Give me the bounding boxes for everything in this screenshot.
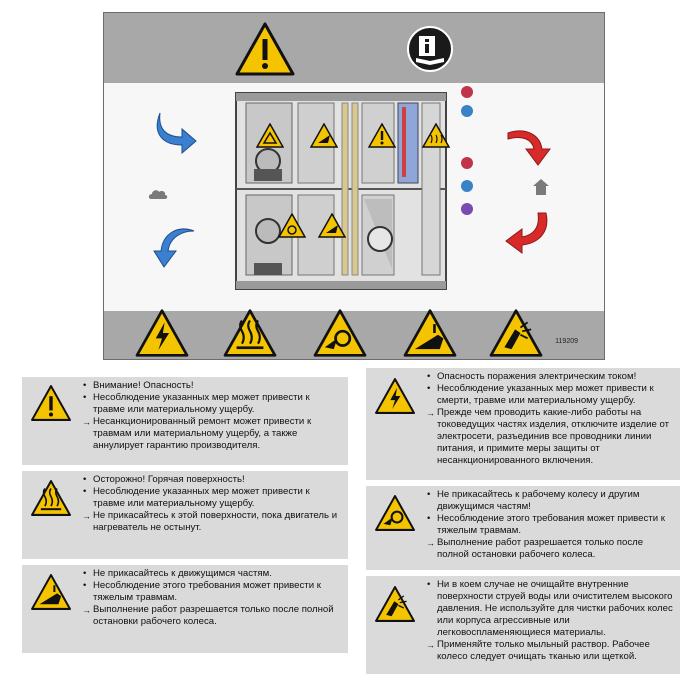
- air-exhaust-arrow-icon: [152, 225, 200, 273]
- card-line: • Несоблюдение указанных мер может привести к травме или материальному ущербу.: [82, 486, 344, 510]
- hand-crush-icon: [402, 308, 458, 358]
- read-manual-icon: [406, 25, 454, 73]
- card-line: • Не прикасайтесь к движущимся частям.: [82, 568, 344, 580]
- card-text-list: [426, 579, 676, 663]
- warning-diagram: [103, 12, 605, 360]
- outdoor-cloud-icon: [148, 188, 168, 200]
- card-text-list: [82, 380, 344, 452]
- no-high-pressure-cleaning-icon: [488, 308, 544, 358]
- card-line: → Выполнение работ разрешается только после полной остановки рабочего колеса.: [426, 537, 676, 561]
- card-line: → Прежде чем проводить какие-либо работы на токоведущих частях изделия, отключите изделие от электросети, разъединив все проводники линии питания, и примите меры защиты от несанкционированного включения.: [426, 407, 676, 467]
- extract-air-arrow-icon: [504, 209, 552, 257]
- connection-markers-bottom: [460, 156, 474, 216]
- card-line: • Осторожно! Горячая поверхность!: [82, 474, 344, 486]
- card-general-warning: [22, 377, 348, 465]
- hot-surface-icon: [30, 479, 72, 517]
- rotating-impeller-icon: [374, 494, 416, 532]
- ventilation-unit-drawing: [234, 89, 448, 293]
- warning-sign-icon: [234, 21, 296, 77]
- no-high-pressure-cleaning-icon: [374, 585, 416, 623]
- air-intake-arrow-icon: [152, 107, 200, 155]
- general-warning-icon: [30, 384, 72, 422]
- card-line: → Применяйте только мыльный раствор. Рабочее колесо следует очищать тканью или щеткой.: [426, 639, 676, 663]
- card-electric-hazard: [366, 368, 680, 480]
- rotating-parts-icon: [312, 308, 368, 358]
- card-line: • Внимание! Опасность!: [82, 380, 344, 392]
- hot-surface-icon: [222, 308, 278, 358]
- unit-hand-warning-icon: [318, 213, 346, 238]
- card-line: • Несоблюдение указанных мер может привести к смерти, травме или материальному ущербу.: [426, 383, 676, 407]
- unit-hot-surface-icon: [422, 123, 450, 148]
- card-hot-surface: [22, 471, 348, 559]
- card-line: → Несанкционированный ремонт может привести к травмам или материальному ущербу, а также аннулирует гарантию производителя.: [82, 416, 344, 452]
- card-line: • Несоблюдение этого требования может привести к тяжелым травмам.: [82, 580, 344, 604]
- unit-hand-crush-icon: [310, 123, 338, 148]
- hand-crush-icon: [30, 573, 72, 611]
- card-line: • Ни в коем случае не очищайте внутренние поверхности струей воды или очистителем высокого давления. Не используйте для чистки рабочих колес или корпуса агрессивные или легковоспламеняющиеся материалы.: [426, 579, 676, 639]
- card-text-list: [426, 371, 676, 467]
- card-line: • Опасность поражения электрическим током!: [426, 371, 676, 383]
- card-text-list: [82, 474, 344, 534]
- card-impeller: [366, 486, 680, 570]
- unit-impeller-warning-icon: [278, 213, 306, 238]
- card-text-list: [426, 489, 676, 561]
- card-line: • Несоблюдение этого требования может привести к тяжелым травмам.: [426, 513, 676, 537]
- card-line: → Не прикасайтесь к этой поверхности, пока двигатель и нагреватель не остынут.: [82, 510, 344, 534]
- house-icon: [532, 178, 550, 196]
- card-line: • Не прикасайтесь к рабочему колесу и другим движущимся частям!: [426, 489, 676, 513]
- card-cleaning: [366, 576, 680, 674]
- connection-markers-top: [460, 85, 474, 123]
- electric-hazard-icon: [374, 377, 416, 415]
- unit-rotating-parts-icon: [256, 123, 284, 148]
- electric-hazard-icon: [134, 308, 190, 358]
- card-line: → Выполнение работ разрешается только после полной остановки рабочего колеса.: [82, 604, 344, 628]
- figure-number: 119209: [555, 338, 578, 345]
- card-text-list: [82, 568, 344, 628]
- unit-warning-icon: [368, 123, 396, 148]
- card-line: • Несоблюдение указанных мер может привести к травме или материальному ущербу.: [82, 392, 344, 416]
- card-moving-parts: [22, 565, 348, 653]
- supply-air-arrow-icon: [504, 123, 552, 171]
